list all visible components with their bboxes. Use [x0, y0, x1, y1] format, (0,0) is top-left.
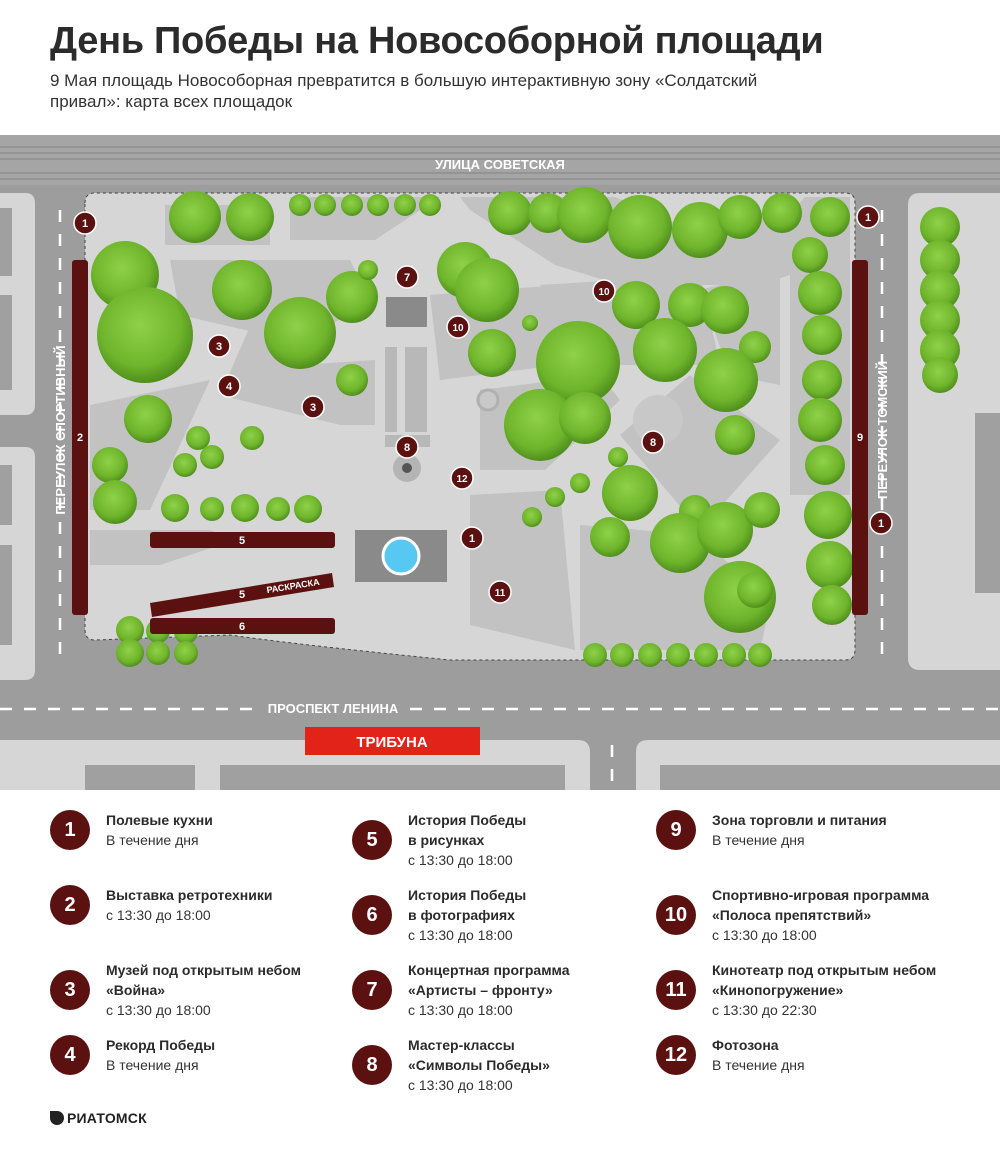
tree [93, 480, 137, 524]
tree [798, 271, 842, 315]
tree [358, 260, 378, 280]
monument [402, 463, 412, 473]
tree [666, 643, 690, 667]
map-marker-label: 4 [225, 381, 233, 393]
tree [590, 517, 630, 557]
legend-text [408, 810, 668, 870]
coloring-label: РАСКРАСКА [265, 576, 321, 596]
tree [226, 193, 274, 241]
tree [314, 194, 336, 216]
tree [174, 641, 198, 665]
map-marker-label: 7 [403, 272, 411, 284]
legend-number-badge: 1 [50, 810, 90, 850]
tree [419, 194, 441, 216]
tree [922, 357, 958, 393]
tree [367, 194, 389, 216]
legend-item-8 [352, 1035, 652, 1105]
brand-name: РИАТОМСК [67, 1110, 147, 1126]
legend-title: История Победы в рисунках [408, 812, 527, 848]
tree [737, 572, 773, 608]
tree [169, 191, 221, 243]
tree [804, 491, 852, 539]
tree [294, 495, 322, 523]
tree [336, 364, 368, 396]
tree [805, 445, 845, 485]
legend-time: В течение дня [712, 1057, 805, 1073]
street-label-north: УЛИЦА СОВЕТСКАЯ [435, 157, 565, 172]
bottom-buildings [85, 765, 1000, 790]
map-marker-label: 8 [403, 442, 411, 454]
map-marker-label: 1 [877, 518, 885, 530]
legend-title: Рекорд Победы [106, 1037, 216, 1053]
legend-time: с 13:30 до 22:30 [712, 1002, 817, 1018]
legend-title: История Победы в фотографиях [408, 887, 527, 923]
tree [762, 193, 802, 233]
map-marker-label: 1 [468, 533, 476, 545]
legend-number-badge: 2 [50, 885, 90, 925]
square-map [0, 135, 1000, 790]
tree [394, 194, 416, 216]
bar-label-5b: 5 [238, 589, 246, 601]
legend-time: В течение дня [712, 832, 805, 848]
legend-time: В течение дня [106, 832, 199, 848]
legend-text [712, 1035, 972, 1075]
legend-number-badge: 4 [50, 1035, 90, 1075]
tree [92, 447, 128, 483]
fountain [383, 538, 419, 574]
tree [638, 643, 662, 667]
tree [97, 287, 193, 383]
legend-item-10 [656, 885, 956, 955]
small-roundel [478, 390, 498, 410]
tree [231, 494, 259, 522]
legend-title: Спортивно-игровая программа «Полоса препятствий» [712, 887, 930, 923]
tree [806, 541, 854, 589]
legend-title: Концертная программа «Артисты – фронту» [408, 962, 570, 998]
legend-text [408, 1035, 668, 1095]
legend-text [106, 885, 366, 925]
street-label-south: ПРОСПЕКТ ЛЕНИНА [267, 701, 399, 716]
legend-item-11 [656, 960, 956, 1030]
tree [545, 487, 565, 507]
tree [557, 187, 613, 243]
tree [802, 360, 842, 400]
tree [792, 237, 828, 273]
street-label-east: ПЕРЕУЛОК ТОМСКИЙ [875, 360, 890, 500]
legend-number-badge: 5 [352, 820, 392, 860]
plaza-paths [385, 347, 430, 447]
tree [701, 286, 749, 334]
legend-text [106, 810, 366, 850]
legend-time: с 13:30 до 18:00 [408, 1002, 513, 1018]
tree [633, 318, 697, 382]
legend-number-badge: 3 [50, 970, 90, 1010]
tree [608, 195, 672, 259]
legend-title: Музей под открытым небом «Война» [106, 962, 301, 998]
tree [583, 643, 607, 667]
tree [570, 473, 590, 493]
tree [200, 497, 224, 521]
tree [744, 492, 780, 528]
tree [715, 415, 755, 455]
map-marker-label: 12 [456, 474, 468, 485]
legend-text [712, 810, 972, 850]
tree [146, 641, 170, 665]
legend-time: с 13:30 до 18:00 [408, 852, 513, 868]
tree [289, 194, 311, 216]
tree [559, 392, 611, 444]
map-marker-label: 3 [215, 341, 223, 353]
bar-label-2: 2 [76, 432, 84, 444]
tree [341, 194, 363, 216]
legend-title: Кинотеатр под открытым небом «Кинопогружение» [712, 962, 937, 998]
page-subtitle: 9 Мая площадь Новособорная превратится в большую интерактивную зону «Солдатский привал»: карта всех площадок [50, 71, 758, 111]
page-title: День Победы на Новособорной площади [50, 20, 824, 62]
tree [173, 453, 197, 477]
legend-number-badge: 10 [656, 895, 696, 935]
legend-text [106, 960, 366, 1020]
tree [798, 398, 842, 442]
tree [116, 639, 144, 667]
tree [200, 445, 224, 469]
legend-time: с 13:30 до 18:00 [106, 1002, 211, 1018]
legend-title: Зона торговли и питания [712, 812, 887, 828]
tree [264, 297, 336, 369]
tree [722, 643, 746, 667]
legend-number-badge: 7 [352, 970, 392, 1010]
legend-number-badge: 12 [656, 1035, 696, 1075]
legend-number-badge: 8 [352, 1045, 392, 1085]
tree [602, 465, 658, 521]
tree [810, 197, 850, 237]
tree [455, 258, 519, 322]
ria-logo-icon [50, 1111, 64, 1125]
concert-stage [386, 297, 427, 327]
legend-item-5 [352, 810, 652, 880]
tree [522, 507, 542, 527]
tree [240, 426, 264, 450]
legend-number-badge: 6 [352, 895, 392, 935]
tree [694, 348, 758, 412]
legend-item-1 [50, 810, 350, 880]
legend-number-badge: 11 [656, 970, 696, 1010]
legend-time: с 13:30 до 18:00 [408, 927, 513, 943]
legend-text [106, 1035, 366, 1075]
tribune-label: ТРИБУНА [356, 734, 428, 751]
legend-number-badge: 9 [656, 810, 696, 850]
tree [748, 643, 772, 667]
bar-label-6: 6 [238, 621, 246, 633]
legend-time: с 13:30 до 18:00 [408, 1077, 513, 1093]
tree [212, 260, 272, 320]
legend-title: Фотозона [712, 1037, 779, 1053]
legend-item-6 [352, 885, 652, 955]
legend-text [408, 885, 668, 945]
legend-item-3 [50, 960, 350, 1030]
legend-time: В течение дня [106, 1057, 199, 1073]
tree [488, 191, 532, 235]
tree [812, 585, 852, 625]
tree [608, 447, 628, 467]
map-marker-label: 10 [452, 323, 464, 334]
legend-item-4 [50, 1035, 350, 1105]
tree [124, 395, 172, 443]
legend-item-2 [50, 885, 350, 955]
map-marker-label: 8 [649, 437, 657, 449]
legend-text [712, 960, 972, 1020]
map-marker-label: 11 [494, 588, 506, 599]
brand-logo [50, 1110, 147, 1126]
tree [468, 329, 516, 377]
legend-item-9 [656, 810, 956, 880]
bar-label-5a: 5 [238, 535, 246, 547]
map-marker-label: 3 [309, 402, 317, 414]
legend [0, 790, 1000, 1110]
tree [718, 195, 762, 239]
legend-text [408, 960, 668, 1020]
legend-title: Мастер-классы «Символы Победы» [408, 1037, 550, 1073]
legend-time: с 13:30 до 18:00 [712, 927, 817, 943]
tree [610, 643, 634, 667]
legend-title: Выставка ретротехники [106, 887, 273, 903]
legend-text [712, 885, 972, 945]
tree [694, 643, 718, 667]
map-marker-label: 10 [598, 287, 610, 298]
tree [266, 497, 290, 521]
tree [161, 494, 189, 522]
street-label-west: ПЕРЕУЛОК СПОРТИВНЫЙ [53, 345, 68, 515]
legend-title: Полевые кухни [106, 812, 213, 828]
map-marker-label: 1 [864, 212, 872, 224]
legend-time: с 13:30 до 18:00 [106, 907, 211, 923]
legend-item-7 [352, 960, 652, 1030]
legend-item-12 [656, 1035, 956, 1105]
bar-label-9: 9 [856, 432, 864, 444]
map-marker-label: 1 [81, 218, 89, 230]
tree [802, 315, 842, 355]
tree [522, 315, 538, 331]
right-block-buildings [975, 413, 1000, 593]
